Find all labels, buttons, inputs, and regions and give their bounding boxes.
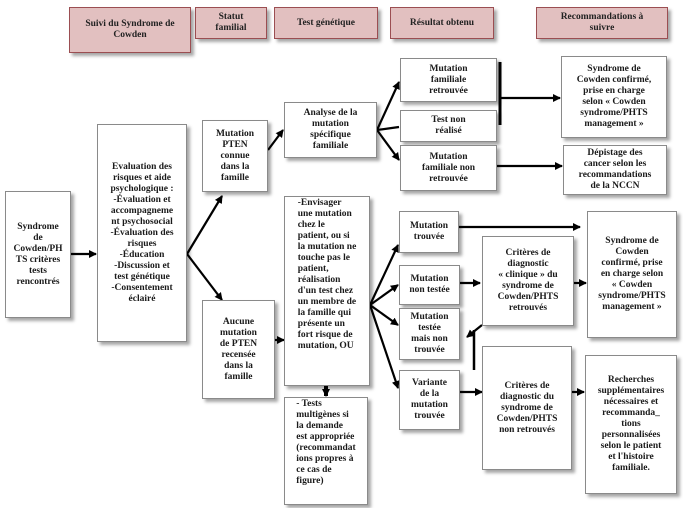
arrow-evaluation-connue — [187, 196, 222, 254]
box-analyse-mutation: Analyse de la mutation spécifique familiale — [284, 102, 377, 158]
box-variante-mutation: Variante de la mutation trouvée — [399, 370, 460, 430]
arrow-evaluation-aucune — [187, 254, 222, 300]
box-familiale-trouvee: Mutation familiale retrouvée — [400, 58, 497, 102]
box-reco-cowden-confirme-1: Syndrome de Cowden confirmé, prise en charge selon « Cowden syndrome/PHTS management » — [561, 56, 667, 138]
header-statut-familial: Statut familial — [195, 7, 267, 39]
box-mutation-non-testee: Mutation non testée — [399, 265, 460, 305]
box-test-non-realise: Test non réalisé — [400, 110, 497, 142]
box-tests-multigenes: - Tests multigènes si la demande est appropriée (recommandat ions propres à ce cas de figure) — [284, 397, 368, 505]
arrow-analyse-nontrouvee — [377, 130, 399, 160]
box-syndrome-criteres: Syndrome de Cowden/PH TS critères tests rencontrés — [5, 191, 71, 318]
header-suivi: Suivi du Syndrome de Cowden — [69, 7, 191, 53]
box-envisager-mutation: -Envisager une mutation chez le patient, ou si la mutation ne touche pas le patient, réalisation d'un test chez un membre de la famille qui présente un fort risque de mutation, OU — [284, 196, 370, 386]
header-test-genetique: Test génétique — [274, 7, 378, 39]
header-recommandations: Recommandations à suivre — [536, 7, 668, 39]
arrow-envisager-variante — [370, 305, 398, 388]
box-reco-depistage-nccn: Dépistage des cancer selon les recommandations de la NCCN — [563, 145, 667, 195]
arrow-analyse-nonrealise — [377, 127, 399, 130]
box-criteres-clinique: Critères de diagnostic « clinique » du syndrome de Cowden/PHTS retrouvés — [482, 236, 574, 326]
box-evaluation-risques: Evaluation des risques et aide psychologique : -Évaluation et accompagneme nt psychosocial -Évaluation des risques -Éducation -Discussion et test génétique -Consentement éclairé — [97, 124, 187, 342]
arrow-analyse-trouvee — [377, 82, 399, 130]
header-resultat-obtenu: Résultat obtenu — [390, 7, 494, 39]
box-mutation-testee-non-trouvee: Mutation testée mais non trouvée — [399, 308, 460, 360]
box-familiale-non-retrouvee: Mutation familiale non retrouvée — [400, 145, 497, 191]
box-criteres-non-retrouves: Critères de diagnostic du syndrome de Cowden/PHTS non retrouvés — [482, 346, 572, 470]
box-mutation-connue: Mutation PTEN connue dans la famille — [202, 120, 268, 192]
box-reco-cowden-confirme-2: Syndrome de Cowden confirmé, prise en charge selon « Cowden syndrome/PHTS management » — [587, 211, 677, 338]
arrow-connue-analyse — [268, 130, 283, 150]
box-aucune-mutation: Aucune mutation de PTEN recensée dans la famille — [202, 300, 275, 399]
box-reco-recherches: Recherches supplémentaires nécessaires et recommanda_ tions personnalisées selon le patient et l'histoire familiale. — [585, 355, 677, 494]
box-mutation-trouvee: Mutation trouvée — [399, 211, 459, 253]
